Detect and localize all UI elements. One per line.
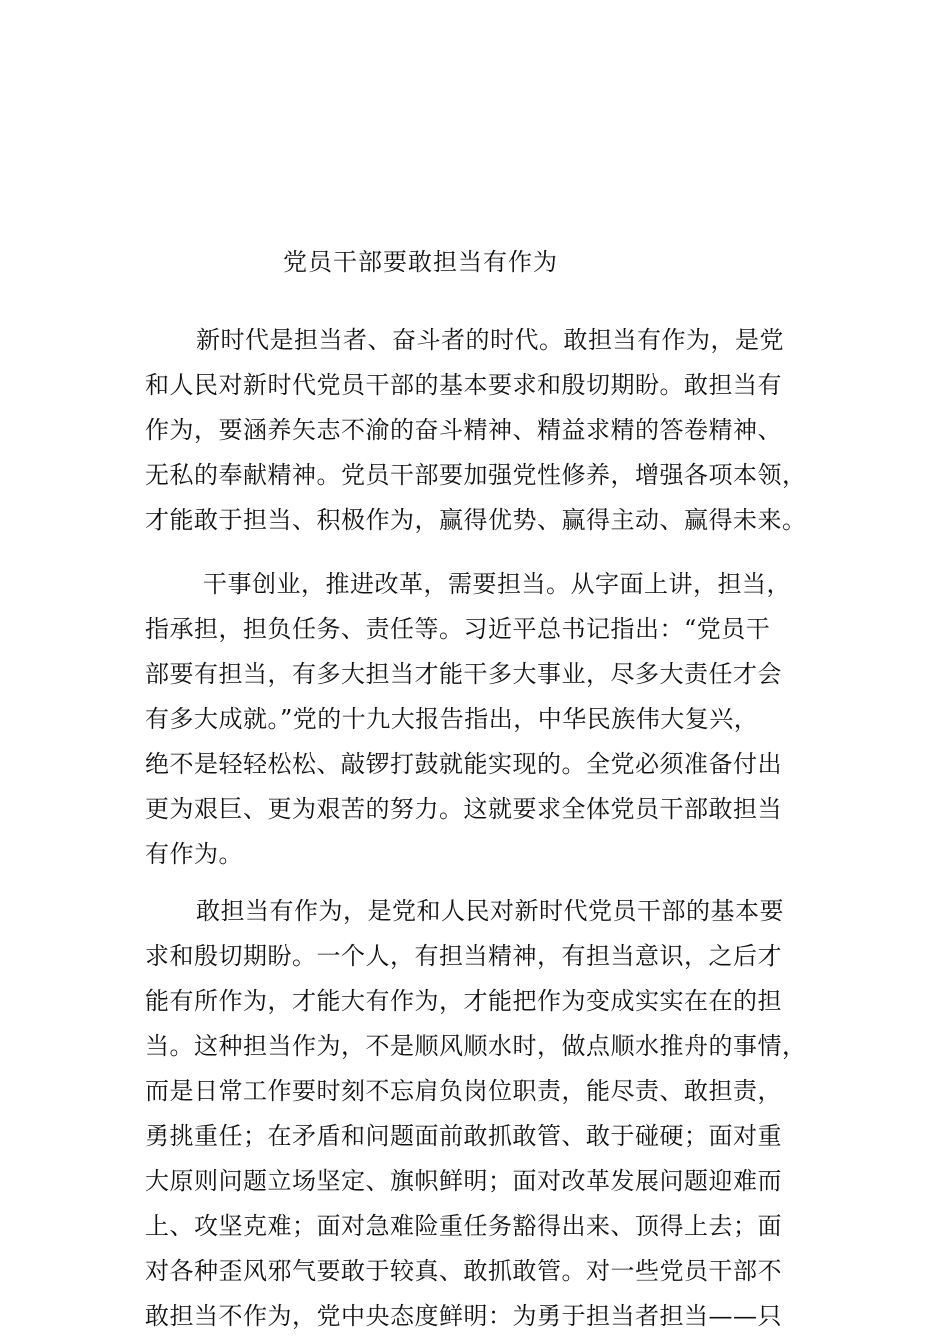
text-line: 求和殷切期盼。一个人，有担当精神，有担当意识，之后才 (145, 942, 782, 970)
text-line: 无私的奉献精神。党员干部要加强党性修养，增强各项本领， (145, 461, 807, 489)
text-line: 有多大成就。”党的十九大报告指出，中华民族伟大复兴， (145, 705, 759, 733)
text-line: 更为艰巨、更为艰苦的努力。这就要求全体党员干部敢担当 (145, 795, 782, 823)
text-line: 而是日常工作要时刻不忘肩负岗位职责，能尽责、敢担责， (145, 1077, 782, 1105)
text-line: 当。这种担当作为，不是顺风顺水时，做点顺水推舟的事情， (145, 1032, 807, 1060)
text-line: 敢担当有作为，是党和人民对新时代党员干部的基本要 (196, 897, 784, 925)
document-title: 党员干部要敢担当有作为 (283, 248, 558, 276)
text-line: 勇挑重任；在矛盾和问题面前敢抓敢管、敢于碰硬；面对重 (145, 1122, 782, 1150)
text-line: 作为，要涵养矢志不渝的奋斗精神、精益求精的答卷精神、 (145, 416, 782, 444)
text-line: 绝不是轻轻松松、敲锣打鼓就能实现的。全党必须准备付出 (145, 750, 782, 778)
text-line: 大原则问题立场坚定、旗帜鲜明；面对改革发展问题迎难而 (145, 1167, 782, 1195)
text-line: 部要有担当，有多大担当才能干多大事业，尽多大责任才会 (145, 660, 782, 688)
text-line: 能有所作为，才能大有作为，才能把作为变成实实在在的担 (145, 987, 782, 1015)
paragraph-2 (145, 562, 825, 877)
text-line: 干事创业，推进改革，需要担当。从字面上讲，担当， (203, 570, 791, 598)
text-line: 和人民对新时代党员干部的基本要求和殷切期盼。敢担当有 (145, 371, 782, 399)
paragraph-3 (145, 889, 825, 1339)
text-line: 指承担，担负任务、责任等。习近平总书记指出：“党员干 (145, 615, 771, 643)
text-line: 敢担当不作为，党中央态度鲜明：为勇于担当者担当——只 (145, 1302, 782, 1330)
paragraph-1 (145, 318, 825, 543)
text-line: 上、攻坚克难；面对急难险重任务豁得出来、顶得上去；面 (145, 1212, 782, 1240)
text-line: 对各种歪风邪气要敢于较真、敢抓敢管。对一些党员干部不 (145, 1257, 782, 1285)
text-line: 新时代是担当者、奋斗者的时代。敢担当有作为，是党 (196, 326, 784, 354)
text-line: 有作为。 (145, 840, 243, 868)
text-line: 才能敢于担当、积极作为，赢得优势、赢得主动、赢得未来。 (145, 506, 807, 534)
